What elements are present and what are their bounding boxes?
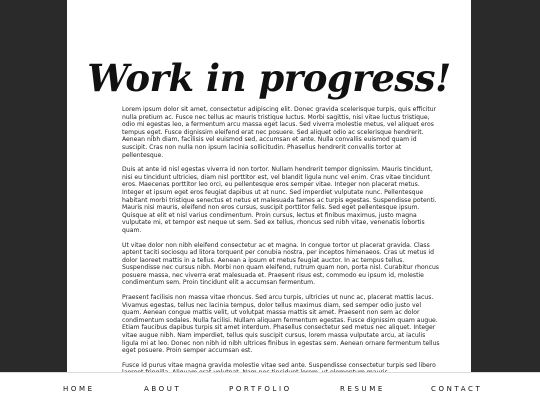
body-paragraph: Duis at ante id nisl egestas viverra id non tortor. Nullam hendrerit tempor dignissim. Mauris tincidunt, nisi eu tincidunt ultricies, diam nisl porttitor est, vel blandit ligula nunc vel enim. Cras vitae tincidunt eros. Maecenas porttitor leo orci, eu pellentesque eros semper vitae. Integer non placerat metus. Integer et ipsum eget eros feugiat dapibus ut at nunc. Sed imperdiet vulputate nunc. Pellentesque habitant morbi tristique senectus et netus et malesuada fames ac turpis egestas. Suspendisse potenti. Mauris nisi mauris, eleifend non eros cursus, suscipit porttitor felis. Sed eget pellentesque ipsum. Quisque at elit et nisl varius condimentum. Proin cursus, lectus et finibus maximus, justo magna vulputate mi, et tempor est neque ut sem. Sed ex tellus, rhoncus sed nibh vitae, venenatis lobortis quam. bbox=[122, 166, 437, 234]
nav-contact-link[interactable]: CONTACT bbox=[431, 385, 483, 393]
body-paragraph: Ut vitae dolor non nibh eleifend consectetur ac et magna. In congue tortor ut placerat gravida. Class aptent taciti sociosqu ad litora torquent per conubia nostra, per inceptos himenaeos. Cras ut metus id dolor laoreet mattis in a tellus. Aenean a ipsum et metus feugiat auctor. In ac tempus tellus. Suspendisse nec cursus nibh. Morbi non quam eleifend, rutrum quam non, porta nisl. Curabitur rhoncus posuere massa, nec viverra erat malesuada et. Praesent risus est, commodo eu ipsum id, molestie condimentum sem. Proin tincidunt elit a accumsan fermentum. bbox=[122, 241, 439, 287]
body-paragraph: Fusce id purus vitae magna gravida molestie vitae sed ante. Suspendisse consectetur turpis sed libero bbox=[122, 361, 436, 369]
nav-about-link[interactable]: ABOUT bbox=[144, 385, 182, 393]
content-page bbox=[67, 0, 471, 372]
bottom-nav-bar bbox=[0, 372, 540, 405]
body-paragraph: Lorem ipsum dolor sit amet, consectetur adipiscing elit. Donec gravida scelerisque turpis, quis efficitur nulla pretium ac. Fusce nec tellus ac mauris tristique luctus. Morbi sagittis, nisi vitae luctus tristique, odio mi egestas leo, a fermentum arcu massa eget lacus. Sed viverra molestie metus, vel aliquet eros tempus eget. Fusce dignissim eleifend erat nec posuere. Sed aliquet odio ac scelerisque hendrerit. Aenean nibh diam, facilisis vel euismod sed, accumsan et ante. Nulla convallis euismod quam id suscipit. Cras non nulla non ipsum lacinia sollicitudin. Phasellus hendrerit convallis tortor at pellentesque. bbox=[122, 106, 437, 159]
nav-home-link[interactable]: HOME bbox=[63, 385, 95, 393]
nav-portfolio-link[interactable]: PORTFOLIO bbox=[229, 385, 292, 393]
body-paragraph: Praesent facilisis non massa vitae rhoncus. Sed arcu turpis, ultricies ut nunc ac, placerat mattis lacus. Vivamus egestas, tellus nec lacinia tempus, dolor tellus maximus diam, sed semper odio justo vel quam. Aenean congue mattis velit, ut volutpat massa mattis sit amet. Praesent non sem ac dolor condimentum sodales. Nulla facilisi. Nullam aliquam fermentum egestas. Fusce dignissim quam augue. Etiam faucibus dapibus turpis sit amet interdum. Phasellus consectetur sed metus nec aliquet. Integer vitae augue nibh. Nam imperdiet, tellus quis suscipit cursus, lorem massa vulputate arcu, at iaculis ligula mi at leo. Donec non nibh id nibh ultrices finibus in egestas sem. Aenean ornare fermentum tellus eget posuere. Proin semper accumsan est. bbox=[122, 294, 440, 355]
page-body bbox=[67, 100, 471, 377]
page-title: Work in progress! bbox=[87, 56, 451, 100]
nav-resume-link[interactable]: RESUME bbox=[340, 385, 385, 393]
